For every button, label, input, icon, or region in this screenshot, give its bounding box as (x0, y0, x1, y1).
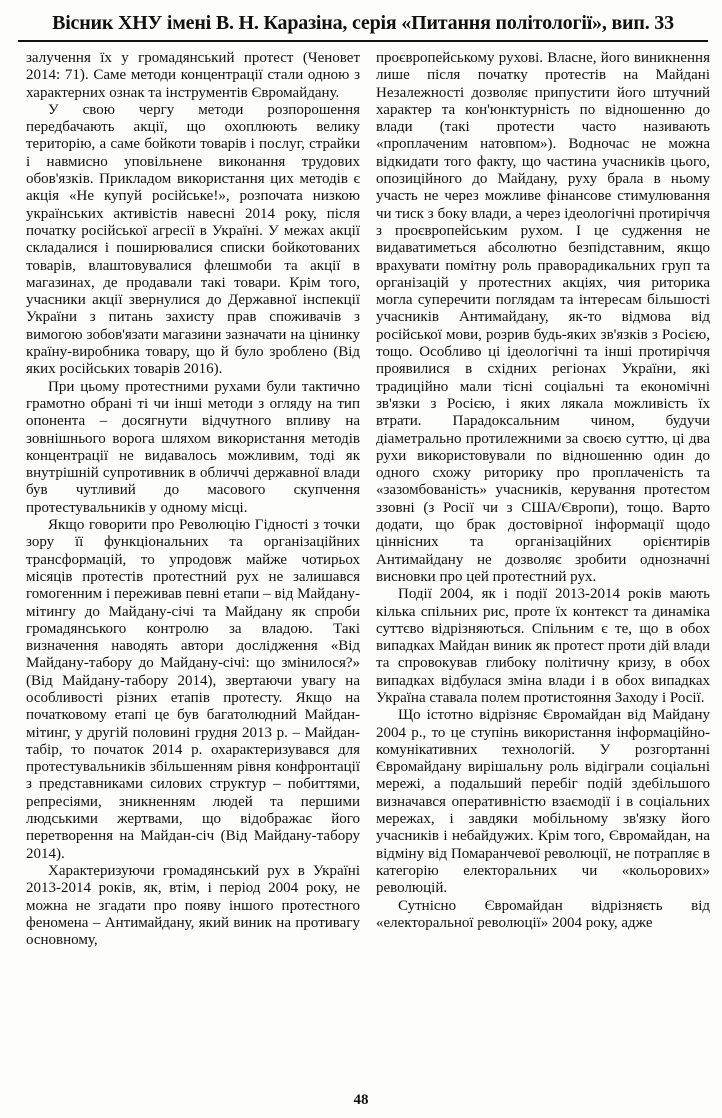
paragraph: У свою чергу методи розпорошення передбачають акції, що охоплюють велику територію, а саме бойкоти товарів і послуг, страйки і навмисно уповільнене виконання трудових обов'язків. Прикладом використання цих методів є акція «Не купуй російське!», розпочата низкою українських активістів навесні 2014 року, після початку російської агресії в Україні. У межах акції складалися і поширювалися списки бойкотованих товарів, влаштовувалися флешмоби та акції в магазинах, де продавали такі товари. Крім того, учасники акції звернулися до Державної інспекції України з питань захисту прав споживачів з вимогою зобов'язати магазини зазначати на цінинку країну-виробника товару, що й було зроблено (Від яких російських товарів 2016). (26, 101, 360, 378)
paragraph: Характеризуючи громадянський рух в Україні 2013-2014 років, як, втім, і період 2004 року, не можна не згадати про появу іншого протестного феномена – Антимайдану, який виник на противагу основному, (26, 862, 360, 949)
journal-header (18, 6, 708, 42)
paragraph: залучення їх у громадянський протест (Ченовет 2014: 71). Саме методи концентрації стали одною з характерних ознак та інструментів Євромайдану. (26, 50, 360, 101)
paragraph: проєвропейському рухові. Власне, його виникнення лише після початку протестів на Майдані Незалежності дозволяє припустити його штучний характер та кон'юнктурність по відношенню до влади (такі протести часто називають «проплаченим натовпом»). Водночас не можна відкидати того факту, що частина учасників цього, опозиційного до Майдану, руху брала в ньому участь не через можливе фінансове стимулювання чи тиск з боку влади, а через ідеологічні протиріччя з проєвропейським рухом. І це судження не видаватиметься абсолютно безпідставним, якщо врахувати помітну роль праворадикальних груп та організацій у протестних акціях, чия риторика могла суперечити поглядам та інтересам більшості учасників Антимайдану, як-то відмова від російської мови, розрив будь-яких зв'язків з Росією, тощо. Особливо ці ідеологічні та інші протиріччя проявилися в східних регіонах України, які традиційно мали тісні соціальні та економічні зв'язки з Росією, і яких лякала можливість їх втрати. Парадоксальним чином, будучи діаметрально протилежними за своєю суттю, ці два рухи використовували по відношенню один до одного схожу риторику про проплаченість та «зазомбованість» учасників, керування протестом ззовні (з Росії чи з США/Європи), тощо. Варто додати, що брак достовірної інформації щодо ціннісних та організаційних орієнтирів Антимайдану не дозволяє зробити однозначні висновки про цей протестний рух. (376, 50, 710, 585)
page-number: 48 (353, 1092, 369, 1108)
journal-title: Вісник ХНУ імені В. Н. Каразіна, серія «Питання політології», вип. 33 (52, 12, 674, 34)
left-column (26, 50, 360, 1086)
paragraph: Сутнісно Євромайдан відрізняєть від «електоральної революції» 2004 року, адже (376, 897, 710, 931)
paragraph: Що істотно відрізняє Євромайдан від Майдану 2004 р., то це ступінь використання інформаційно-комунікативних технологій. У розгортанні Євромайдану вирішальну роль відіграли соціальні мережі, а подальший перебіг подій здебільшого визначався оперативністю взаємодії і в соціальних мережах, і завдяки мобільному зв'язку його учасників і небайдужих. Крім того, Євромайдан, на відміну від Помаранчевої революції, не потрапляє в категорію електоральних чи «кольорових» революцій. (376, 707, 710, 897)
paragraph: При цьому протестними рухами були тактично грамотно обрані ті чи інші методи з огляду на тип опонента – досягнути відчутного впливу на зовнішнього ворога шляхом використання методів концентрації не видавалось можливим, тоді як внутрішній супротивник в обличчі державної влади був чутливий до масового скупчення протестувальників у одному місці. (26, 378, 360, 516)
paragraph: Події 2004, як і події 2013-2014 років мають кілька спільних рис, проте їх контекст та динаміка суттєво відрізняються. Спільним є те, що в обох випадках Майдан виник як протест проти дій влади та спровокував глибоку політичну кризу, в обох випадках відбулася зміна влади і в обох випадках Україна ставала полем протистояння Заходу і Росії. (376, 586, 710, 706)
paragraph: Якщо говорити про Революцію Гідності з точки зору її функціональних та організаційних трансформацій, то упродовж майже чотирьох місяців протестів протестний рух не залишався гомогенним і переживав певні етапи – від Майдану-мітингу до Майдану-січі та Майдану як спроби громадянського контролю за владою. Такі визначення наводять автори дослідження «Від Майдану-табору до Майдану-січі: що змінилося?» (Від Майдану-табору 2014), звертаючи увагу на особливості різних етапів протесту. Якщо на початковому етапі це був багатолюдний Майдан-мітинг, у другій половині грудня 2013 р. – Майдан-табір, то початок 2014 р. охарактеризувався для протестувальників збільшенням рівня конфронтації з представниками силових структур – побиттями, репресіями, зникненням людей та першими людськими жертвами, що відображає його перетворення на Майдан-січ (Від Майдану-табору 2014). (26, 517, 360, 862)
right-column (376, 50, 710, 1086)
two-column-body (26, 50, 710, 1086)
